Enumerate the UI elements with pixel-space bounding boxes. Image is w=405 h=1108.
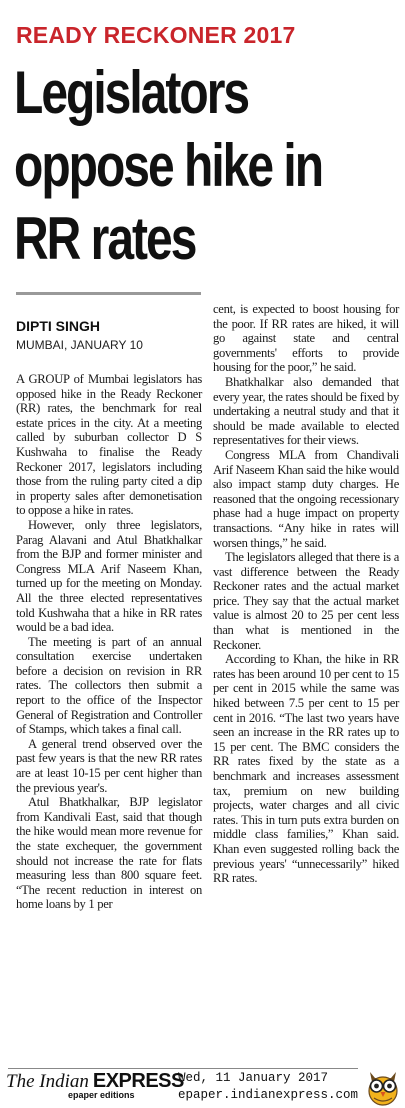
- byline: DIPTI SINGH: [16, 318, 101, 334]
- paragraph: Atul Bhatkhalkar, BJP legislator from Kandivali East, said that though the hike would mean more revenue for the state exchequer, the government should not increase the rate for flats measuring less than 800 square feet. “The recent reduction in interest on home loans by 1 per: [16, 795, 202, 912]
- paragraph: The legislators alleged that there is a vast difference between the Ready Reckoner rates and the actual market price. They say that the actual market value is almost 20 to 25 per cent less than what is mentioned in the Reckoner.: [213, 550, 399, 652]
- logo-subtitle: epaper editions: [68, 1090, 135, 1100]
- dateline: MUMBAI, JANUARY 10: [16, 338, 143, 352]
- headline: [14, 56, 322, 275]
- section-kicker: READY RECKONER 2017: [16, 22, 296, 48]
- edition-url: epaper.indianexpress.com: [178, 1088, 359, 1102]
- paragraph: A GROUP of Mumbai legislators has opposed hike in the Ready Reckoner (RR) rates, the benchmark for real estate prices in the city. At a meeting called by suburban collector D S Kushwaha to finalise the Ready Reckoner 2017, legislators including those from the ruling party cited a dip in property sales after demonetisation to oppose a hike in rates.: [16, 372, 202, 518]
- headline-text: Legislators oppose hike in RR rates: [14, 59, 323, 272]
- logo-express: EXPRESS: [92, 1070, 184, 1092]
- paragraph: A general trend observed over the past few years is that the new RR rates are at least 10-15 per cent higher than the previous year's.: [16, 736, 202, 795]
- paragraph: However, only three legislators, Parag Alavani and Atul Bhatkhalkar from the BJP and former minister and Congress MLA Arif Naseem Khan, turned up for the meeting on Monday. All the three elected representatives told Kushwaha that a hike in RR rates would be a bad idea.: [16, 517, 202, 635]
- article-column-2: [213, 302, 399, 1054]
- paragraph: The meeting is part of an annual consultation exercise undertaken before a decision on revision in RR rates. The collectors then submit a report to the office of the Inspector General of Registration and Controller of Stamps, which takes a final call.: [16, 634, 202, 737]
- paragraph: According to Khan, the hike in RR rates has been around 10 per cent to 15 per cent in 2015 while the same was hiked between 7.5 per cent to 15 per cent in 2016. “The last two years have seen an increase in the RR rates up to 15 per cent. The BMC considers the RR rates fixed by the state as a benchmark and increases assessment tax, premium on new building projects, water charges and all civic rates. This in turn puts extra burden on middle class families,” Khan said. Khan even suggested rolling back the previous years' “unnecessarily” hiked RR rates.: [213, 652, 399, 886]
- logo-the-indian: The Indian: [6, 1071, 89, 1092]
- edition-date: Wed, 11 January 2017: [178, 1071, 329, 1085]
- owl-icon: [364, 1066, 402, 1106]
- byline-rule: [16, 292, 201, 295]
- footer-divider: [8, 1068, 358, 1069]
- paragraph: Bhatkhalkar also demanded that every year, the rates should be fixed by undertaking a neutral study and that it should be made available to elected representatives for their views.: [213, 374, 399, 448]
- paragraph: Congress MLA from Chandivali Arif Naseem Khan said the hike would also impact stamp duty charges. He reasoned that the ongoing recessionary phase had a huge impact on property transactions. “Any hike in rates will worsen things,” he said.: [213, 447, 399, 550]
- paragraph: cent, is expected to boost housing for the poor. If RR rates are hiked, it will go against state and central governments' efforts to provide housing for the poor,” he said.: [213, 302, 399, 375]
- article-column-1: [16, 372, 202, 1054]
